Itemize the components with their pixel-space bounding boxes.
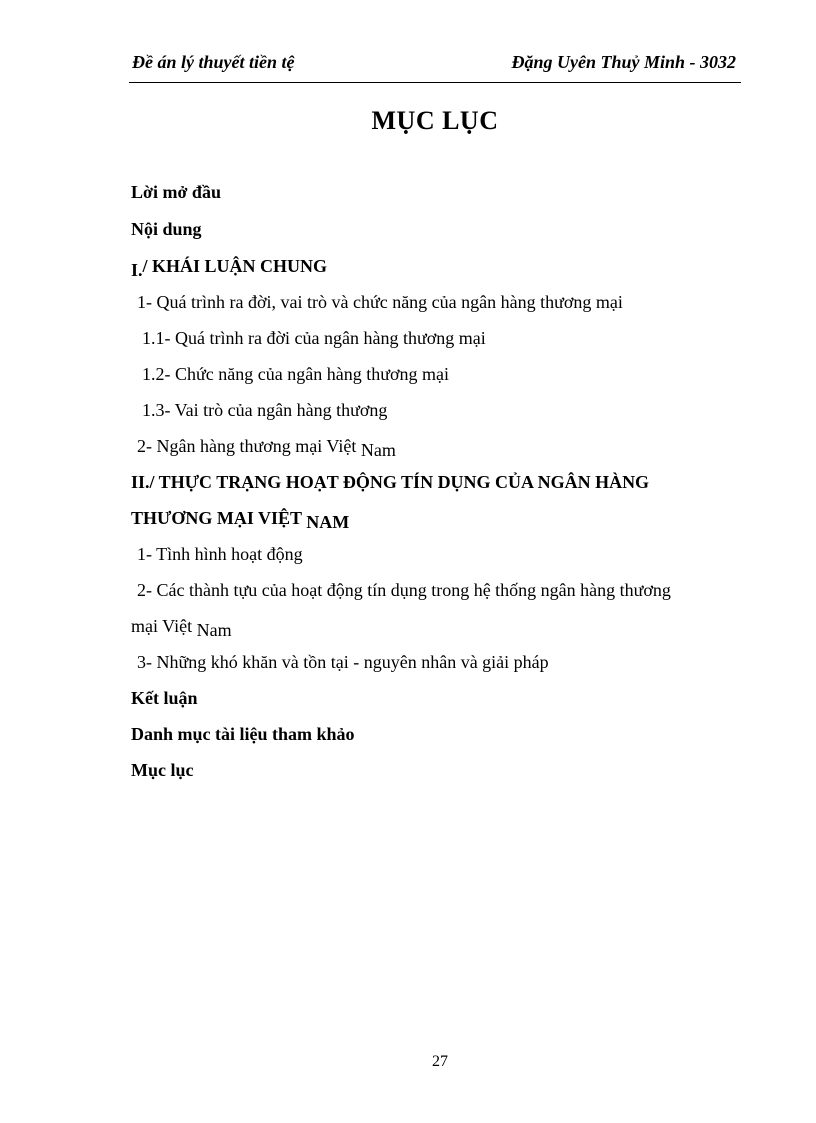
section-1-numeral: I. <box>131 260 143 280</box>
toc-section-2-line-1: II./ THỰC TRẠNG HOẠT ĐỘNG TÍN DỤNG CỦA NGÂN HÀNG <box>131 472 650 492</box>
toc-s2-item-2-line-2 <box>131 615 232 640</box>
toc-entry-index: Mục lục <box>131 760 194 780</box>
s1-item-2-text: 2- Ngân hàng thương mại Việt <box>137 436 357 456</box>
toc-s1-item-1: 1- Quá trình ra đời, vai trò và chức năng của ngân hàng thương mại <box>137 292 623 312</box>
toc-s1-item-1-3: 1.3- Vai trò của ngân hàng thương <box>142 400 388 420</box>
s1-item-2-tail: Nam <box>360 440 396 460</box>
section-1-title: / KHÁI LUẬN CHUNG <box>142 256 328 276</box>
toc-s1-item-2 <box>137 435 396 460</box>
page-number: 27 <box>432 1053 448 1070</box>
header-document-title: Đề án lý thuyết tiền tệ <box>132 52 295 72</box>
toc-s2-item-2-line-1: 2- Các thành tựu của hoạt động tín dụng trong hệ thống ngân hàng thương <box>137 580 671 600</box>
s2-item-2-line-2-text: mại Việt <box>131 616 193 636</box>
section-2-tail: NAM <box>306 512 350 532</box>
s2-item-2-tail: Nam <box>196 620 232 640</box>
section-2-line-2-text: THƯƠNG MẠI VIỆT <box>131 508 302 528</box>
page-header <box>129 52 741 83</box>
toc-section-1 <box>131 255 328 280</box>
toc-s2-item-1: 1- Tình hình hoạt động <box>137 544 303 564</box>
toc-entry-intro: Lời mở đầu <box>131 182 221 202</box>
toc-section-2-line-2 <box>131 507 350 532</box>
toc-entry-conclusion: Kết luận <box>131 688 198 708</box>
toc-entry-content: Nội dung <box>131 219 202 239</box>
toc-s1-item-1-1: 1.1- Quá trình ra đời của ngân hàng thương mại <box>142 328 486 348</box>
toc-entry-references: Danh mục tài liệu tham khảo <box>131 724 355 744</box>
page-title: MỤC LỤC <box>371 106 499 135</box>
toc-s1-item-1-2: 1.2- Chức năng của ngân hàng thương mại <box>142 364 449 384</box>
header-author: Đặng Uyên Thuỷ Minh - 3032 <box>511 52 736 72</box>
toc-s2-item-3: 3- Những khó khăn và tồn tại - nguyên nhân và giải pháp <box>137 652 549 672</box>
